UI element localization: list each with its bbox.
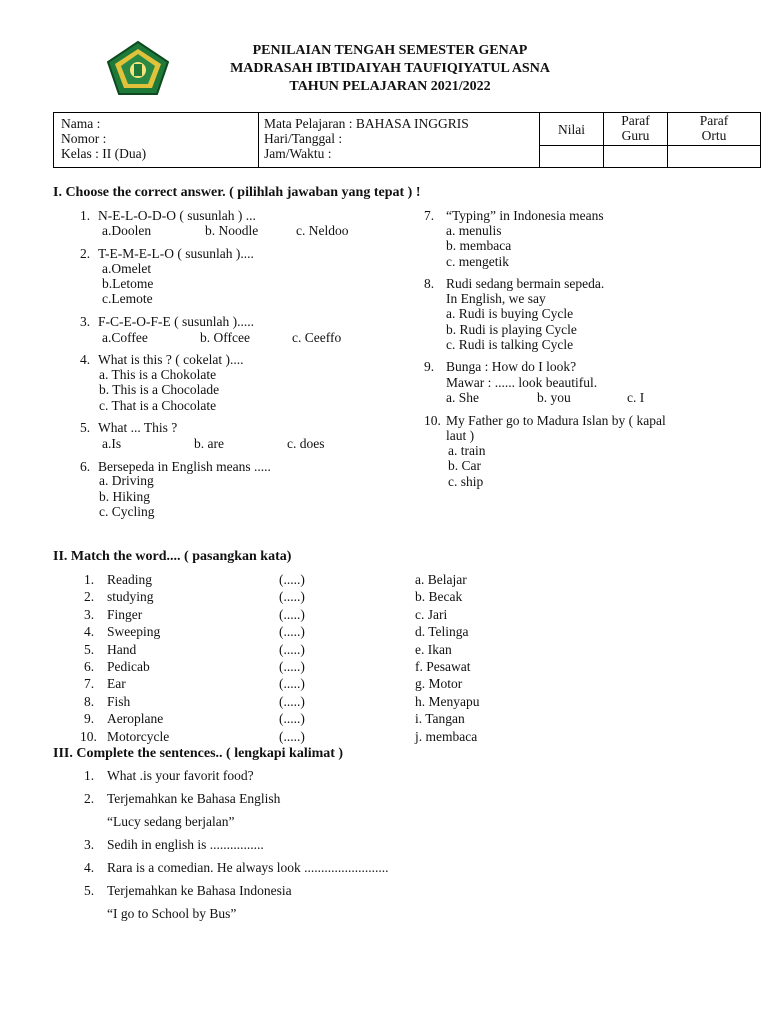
student-info-table — [53, 112, 761, 168]
option-b: b. Noodle — [205, 223, 259, 238]
option-c: c. Ceeffo — [292, 330, 342, 345]
option-c: c. mengetik — [446, 254, 509, 269]
header-line-2: MADRASAH IBTIDAIYAH TAUFIQIYATUL ASNA — [230, 61, 550, 76]
option-b: b. This is a Chocolade — [99, 382, 220, 397]
hari-label: Hari/Tanggal : — [264, 131, 343, 146]
option-a: a. This is a Chokolate — [99, 367, 217, 382]
mapel-label: Mata Pelajaran : BAHASA INGGRIS — [264, 116, 469, 131]
option-a: a. She — [446, 390, 479, 405]
nomor-label: Nomor : — [61, 131, 107, 146]
option-b: b. Car — [448, 458, 481, 473]
option-a: a. Driving — [99, 473, 154, 488]
school-logo-icon — [106, 40, 170, 96]
option-a: a.Omelet — [102, 261, 152, 276]
student-info-cell — [54, 113, 259, 168]
section-2-title: II. Match the word.... ( pasangkan kata) — [53, 549, 292, 564]
option-b: b. you — [537, 390, 571, 405]
paraf-ortu-cell — [668, 146, 761, 168]
nilai-cell — [540, 146, 604, 168]
nilai-header: Nilai — [540, 113, 604, 146]
header-line-3: TAHUN PELAJARAN 2021/2022 — [289, 79, 491, 94]
jam-label: Jam/Waktu : — [264, 146, 332, 161]
option-c: c. Cycling — [99, 504, 155, 519]
option-b: b.Letome — [102, 276, 154, 291]
option-b: b. Hiking — [99, 489, 151, 504]
paraf-ortu-header: Paraf Ortu — [668, 113, 761, 146]
option-b: b. are — [194, 436, 224, 451]
option-b: b. Offcee — [200, 330, 250, 345]
option-c: c.Lemote — [102, 291, 153, 306]
paraf-guru-cell — [604, 146, 668, 168]
option-a: a. Rudi is buying Cycle — [446, 306, 574, 321]
option-c: c. That is a Chocolate — [99, 398, 217, 413]
header-line-1: PENILAIAN TENGAH SEMESTER GENAP — [252, 43, 528, 58]
section-3-title: III. Complete the sentences.. ( lengkapi kalimat ) — [53, 746, 344, 761]
option-c: c. Rudi is talking Cycle — [446, 337, 574, 352]
option-a: a.Is — [102, 436, 122, 451]
kelas-label: Kelas : II (Dua) — [61, 146, 147, 161]
subject-info-cell — [259, 113, 540, 168]
option-b: b. Rudi is playing Cycle — [446, 322, 577, 337]
option-a: a.Doolen — [102, 223, 152, 238]
nama-label: Nama : — [61, 116, 101, 131]
option-c: c. I — [627, 390, 645, 405]
option-c: c. Neldoo — [296, 223, 349, 238]
option-c: c. ship — [448, 474, 484, 489]
paraf-guru-header: Paraf Guru — [604, 113, 668, 146]
section-1-title: I. Choose the correct answer. ( pilihlah jawaban yang tepat ) ! — [53, 185, 421, 200]
option-a: a. train — [448, 443, 486, 458]
option-a: a.Coffee — [102, 330, 148, 345]
option-c: c. does — [287, 436, 325, 451]
option-b: b. membaca — [446, 238, 512, 253]
option-a: a. menulis — [446, 223, 502, 238]
